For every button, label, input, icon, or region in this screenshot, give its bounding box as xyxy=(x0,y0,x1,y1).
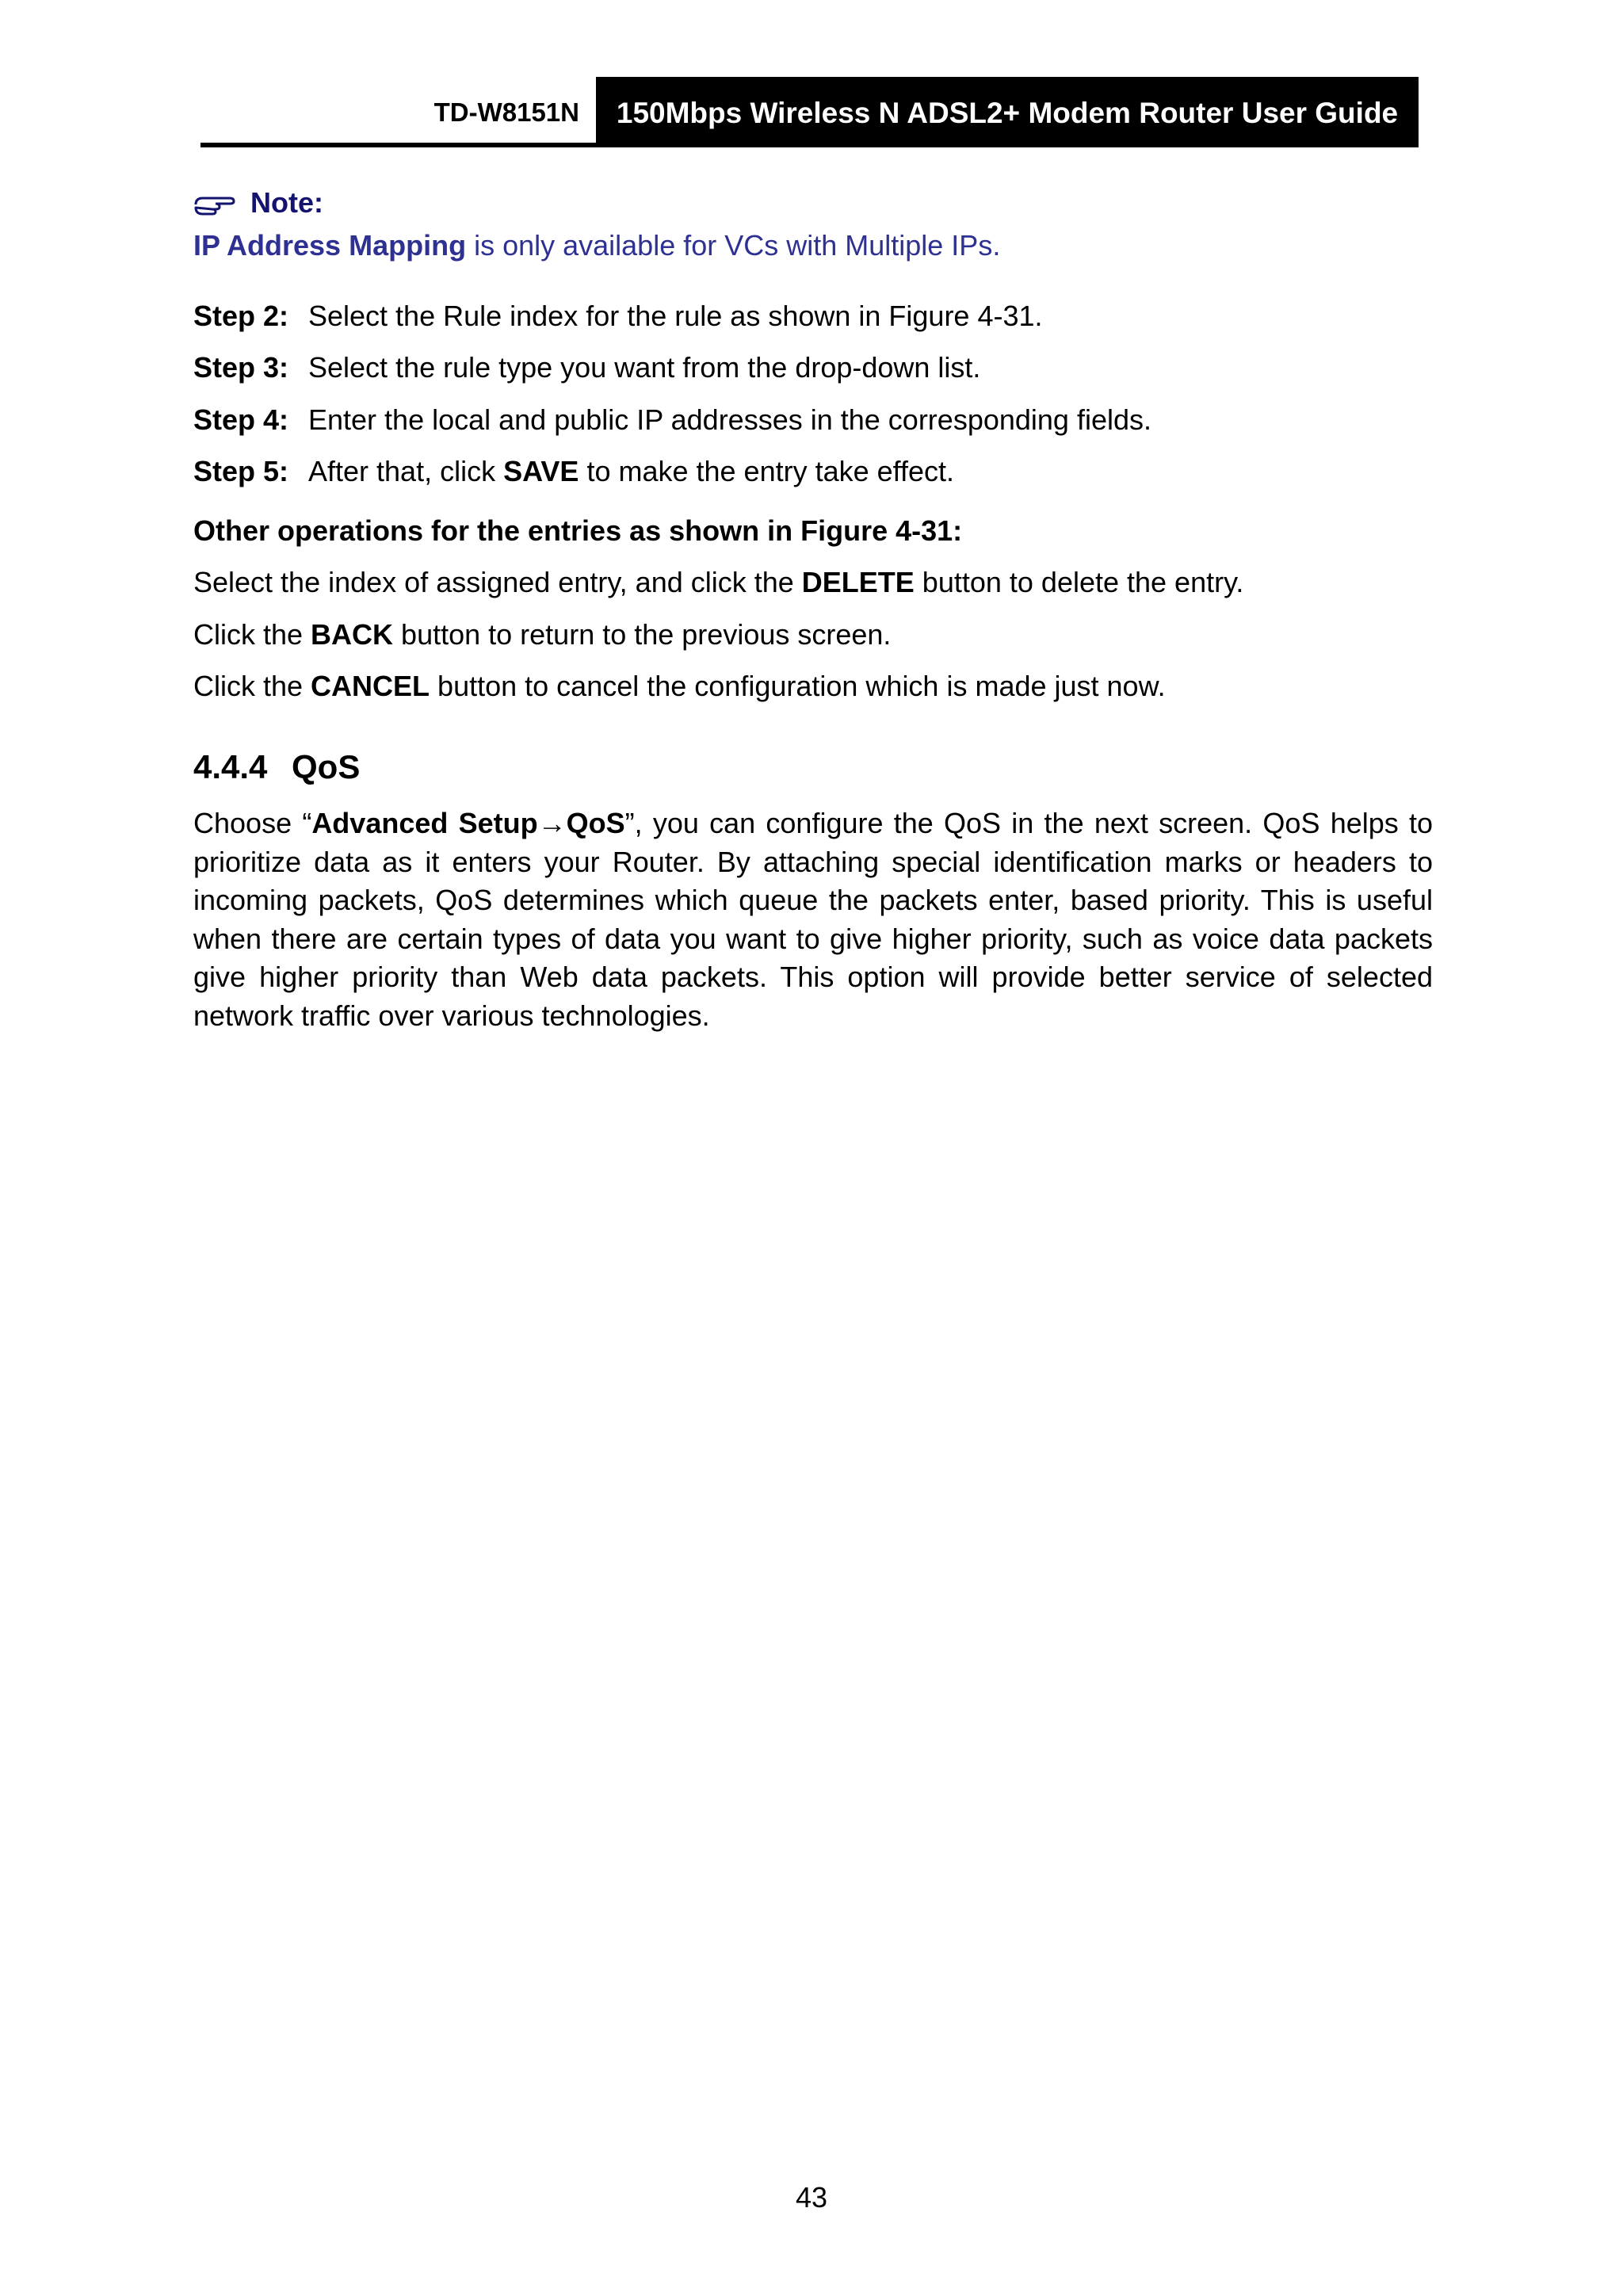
note-text: IP Address Mapping is only available for VCs with Multiple IPs. xyxy=(193,229,1001,262)
step-5: Step 5: After that, click SAVE to make the entry take effect. xyxy=(193,455,955,487)
note-heading: Note: xyxy=(193,186,323,220)
model-name: TD-W8151N xyxy=(433,97,579,127)
operation-cancel: Click the CANCEL button to cancel the configuration which is made just now. xyxy=(193,670,1166,702)
section-heading: 4.4.4 QoS xyxy=(193,748,361,785)
pointing-hand-icon xyxy=(193,193,236,217)
operations-heading: Other operations for the entries as shown in Figure 4-31: xyxy=(193,514,963,547)
page-number: 43 xyxy=(795,2181,828,2214)
guide-title: 150Mbps Wireless N ADSL2+ Modem Router User Guide xyxy=(596,77,1419,146)
page-header xyxy=(200,77,1419,148)
step-2: Step 2: Select the Rule index for the rule as shown in Figure 4-31. xyxy=(193,300,1043,332)
note-bold-lead: IP Address Mapping xyxy=(193,229,467,262)
qos-paragraph: Choose “Advanced Setup→QoS”, you can configure the QoS in the next screen. QoS helps to prioritize data as it enters your Router. By attaching special identification marks or headers to incoming packets, QoS determines which queue the packets enter, based priority. This is useful when there are certain types of data you want to give higher priority, such as voice data packets give higher priority than Web data packets. This option will provide better service of selected network traffic over various technologies. xyxy=(193,807,1434,1032)
operation-back: Click the BACK button to return to the previous screen. xyxy=(193,618,892,651)
operation-delete: Select the index of assigned entry, and click the DELETE button to delete the entry. xyxy=(193,566,1244,598)
step-3: Step 3: Select the rule type you want from the drop-down list. xyxy=(193,351,981,384)
step-4: Step 4: Enter the local and public IP addresses in the corresponding fields. xyxy=(193,403,1151,436)
header-rule xyxy=(200,143,1419,147)
